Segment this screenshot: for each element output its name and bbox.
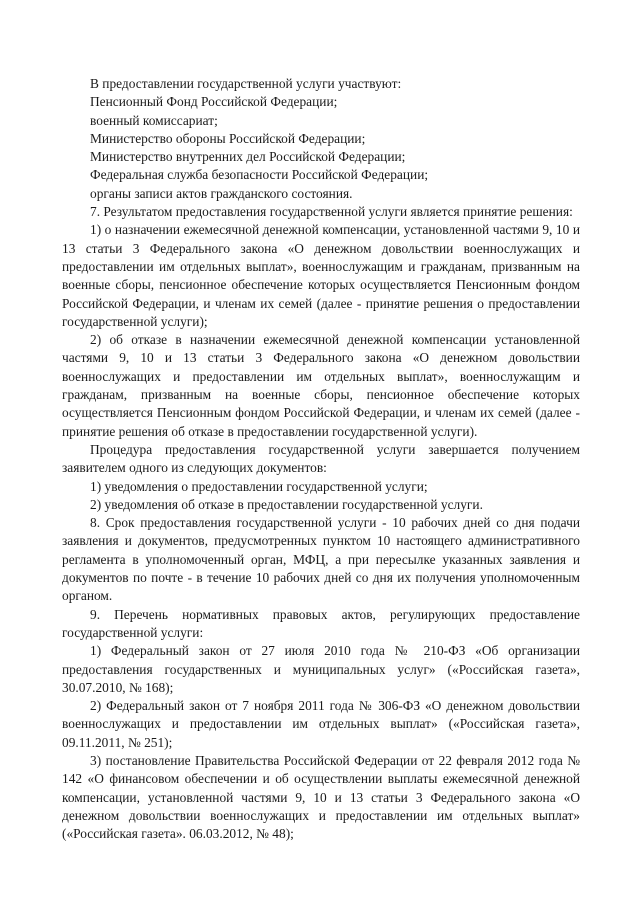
procedure-item-1: 1) уведомления о предоставлении государственной услуги;: [90, 478, 428, 494]
paragraph-9-acts: 9. Перечень нормативных правовых актов, регулирующих предоставление государственной услуги:: [62, 606, 580, 640]
act-item-3: 3) постановление Правительства Российской Федерации от 22 февраля 2012 года № 142 «О финансовом обеспечении и об осуществлении выплаты ежемесячной денежной компенсации, установленной частями 9, 10 и 13 статьи 3 Федерального закона «О денежном довольствии военнослужащих и предоставлении им отдельных выплат» («Российская газета». 06.03.2012, № 48);: [62, 752, 580, 842]
participant-item: Министерство обороны Российской Федерации;: [90, 130, 366, 146]
act-item-2: 2) Федеральный закон от 7 ноября 2011 года № 306-ФЗ «О денежном довольствии военнослужащих и предоставлении им отдельных выплат» («Российская газета», 09.11.2011, № 251);: [62, 698, 580, 750]
paragraph-7-item-1: 1) о назначении ежемесячной денежной компенсации, установленной частями 9, 10 и 13 статьи 3 Федерального закона «О денежном довольствии военнослужащих и предоставлении им отдельных выплат», военнослужащим и гражданам, призванным на военные сборы, пенсионное обеспечение которых осуществляется Пенсионным фондом Российской Федерации, и членам их семей (далее - принятие решения о предоставлении государственной услуги);: [62, 222, 580, 329]
document-body: [62, 75, 580, 843]
participant-item: органы записи актов гражданского состояния.: [90, 185, 353, 201]
participant-item: Федеральная служба безопасности Российской Федерации;: [90, 167, 429, 183]
paragraph-7-result: 7. Результатом предоставления государственной услуги является принятие решения:: [90, 204, 573, 220]
participant-item: Пенсионный Фонд Российской Федерации;: [90, 94, 338, 110]
act-item-1: 1) Федеральный закон от 27 июля 2010 года № 210-ФЗ «Об организации предоставления государственных и муниципальных услуг» («Российская газета», 30.07.2010, № 168);: [62, 643, 580, 695]
participants-intro: В предоставлении государственной услуги участвуют:: [90, 76, 402, 91]
paragraph-7-item-2: 2) об отказе в назначении ежемесячной денежной компенсации установленной частями 9, 10 и 13 статьи 3 Федерального закона «О денежном довольствии военнослужащих и предоставлении им отдельных выплат», военнослужащим и гражданам, призванным на военные сборы, пенсионное обеспечение которых осуществляется Пенсионным фондом Российской Федерации, и членам их семей (далее - принятие решения об отказе в предоставлении государственной услуги).: [62, 332, 580, 439]
paragraph-8-term: 8. Срок предоставления государственной услуги - 10 рабочих дней со дня подачи заявления и документов, предусмотренных пунктом 10 настоящего административного регламента в уполномоченный орган, МФЦ, а при пересылке указанных заявления и документов по почте - в течение 10 рабочих дней со дня их получения уполномоченным органом.: [62, 515, 580, 604]
participant-item: военный комиссариат;: [90, 112, 218, 128]
paragraph-procedure: Процедура предоставления государственной услуги завершается получением заявителем одного из следующих документов:: [62, 441, 580, 476]
participant-item: Министерство внутренних дел Российской Федерации;: [90, 149, 406, 165]
procedure-item-2: 2) уведомления об отказе в предоставлении государственной услуги.: [90, 496, 483, 512]
